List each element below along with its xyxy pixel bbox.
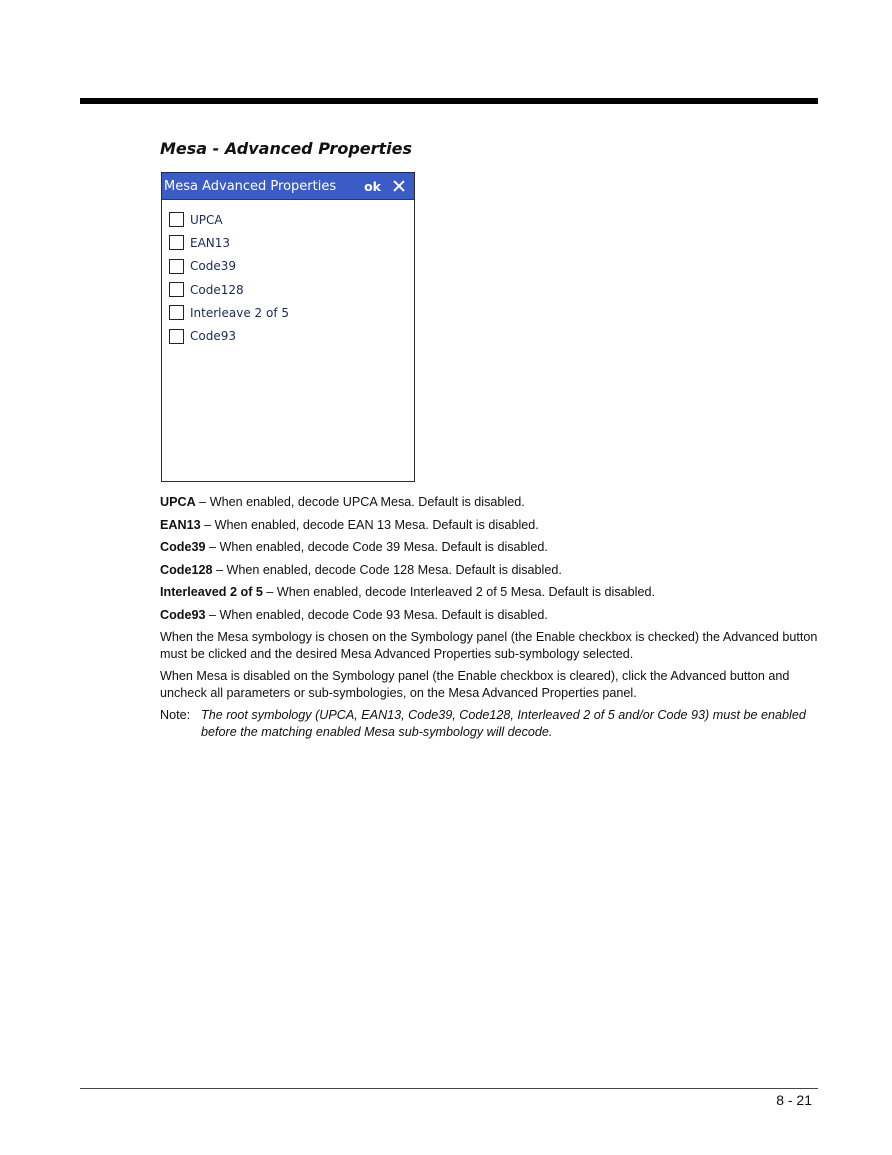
code93-checkbox[interactable]: [169, 329, 184, 344]
interleave-2-of-5-checkbox[interactable]: [169, 305, 184, 320]
description-text: – When enabled, decode Interleaved 2 of 5 Mesa. Default is disabled.: [262, 585, 655, 599]
option-label: Code128: [190, 282, 244, 297]
dialog-titlebar: [162, 173, 414, 200]
description-term: Code39: [160, 540, 206, 554]
upca-checkbox[interactable]: [169, 212, 184, 227]
option-label: Code93: [190, 329, 236, 344]
option-interleave-2-of-5[interactable]: [169, 301, 414, 324]
note-text: The root symbology (UPCA, EAN13, Code39, Code128, Interleaved 2 of 5 and/or Code 93) must be enabled before the matching enabled Mesa sub-symbology will decode.: [201, 708, 806, 739]
description-ean13: [160, 517, 820, 534]
header-rule: [80, 98, 818, 104]
description-code93: [160, 607, 820, 624]
option-code93[interactable]: [169, 324, 414, 347]
paragraph-disabled: When Mesa is disabled on the Symbology panel (the Enable checkbox is cleared), click the Advanced button and uncheck all parameters or sub-symbologies, on the Mesa Advanced Properties panel.: [160, 669, 790, 700]
page-number: 8 - 21: [776, 1092, 812, 1108]
description-text: – When enabled, decode UPCA Mesa. Default is disabled.: [195, 495, 525, 509]
options-list: [162, 200, 414, 348]
description-code39: [160, 539, 820, 556]
paragraph-enabled: When the Mesa symbology is chosen on the Symbology panel (the Enable checkbox is checked) the Advanced button must be clicked and the desired Mesa Advanced Properties sub-symbology selected.: [160, 630, 818, 661]
description-term: EAN13: [160, 517, 201, 532]
section-title: Mesa - Advanced Properties: [160, 139, 413, 158]
code39-checkbox[interactable]: [169, 259, 184, 274]
dialog-title: Mesa Advanced Properties: [164, 178, 337, 194]
option-upca[interactable]: [169, 208, 414, 231]
note: [160, 707, 820, 740]
option-label: UPCA: [190, 212, 223, 227]
description-term: Interleaved 2 of 5: [160, 585, 263, 599]
mesa-advanced-properties-dialog: [161, 172, 415, 482]
option-ean13[interactable]: [169, 231, 414, 254]
description-upca: [160, 494, 820, 511]
description-term: Code128: [160, 562, 213, 577]
description-interleaved-2-of-5: [160, 584, 820, 601]
option-label: Code39: [190, 259, 236, 274]
close-icon[interactable]: [391, 178, 407, 194]
description-text: – When enabled, decode Code 39 Mesa. Default is disabled.: [205, 540, 548, 554]
ok-button[interactable]: ok: [364, 178, 381, 194]
ean13-checkbox[interactable]: [169, 235, 184, 250]
description-text: – When enabled, decode EAN 13 Mesa. Default is disabled.: [200, 517, 539, 532]
note-label: Note:: [160, 708, 191, 722]
option-code39[interactable]: [169, 255, 414, 278]
option-label: EAN13: [190, 235, 231, 250]
description-text: – When enabled, decode Code 93 Mesa. Default is disabled.: [205, 607, 548, 622]
option-label: Interleave 2 of 5: [190, 305, 289, 320]
description-term: Code93: [160, 607, 206, 622]
option-code128[interactable]: [169, 278, 414, 301]
description-code128: [160, 562, 820, 579]
description-term: UPCA: [160, 495, 196, 509]
code128-checkbox[interactable]: [169, 282, 184, 297]
footer-rule: [80, 1088, 818, 1089]
description-text: – When enabled, decode Code 128 Mesa. Default is disabled.: [212, 562, 562, 577]
page-content: [160, 494, 820, 740]
